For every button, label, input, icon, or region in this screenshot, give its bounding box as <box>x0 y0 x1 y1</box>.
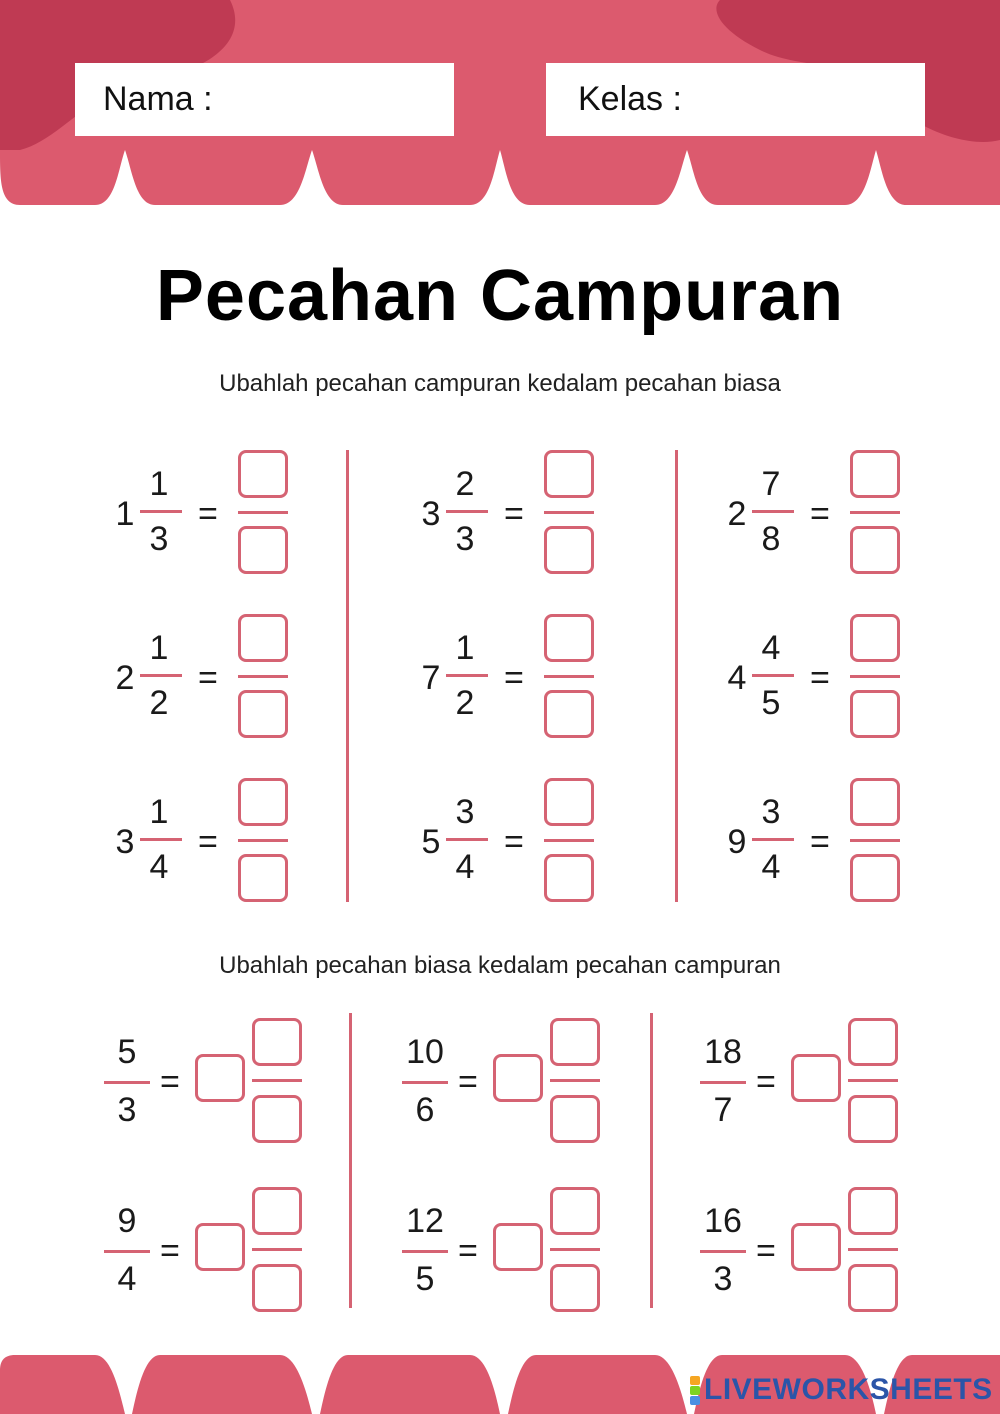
numerator-answer-box[interactable] <box>550 1018 600 1066</box>
logo-mark-icon <box>690 1376 700 1405</box>
whole-number-answer-box[interactable] <box>195 1054 245 1102</box>
numerator: 3 <box>761 793 781 831</box>
brand-name: LIVEWORKSHEETS <box>704 1373 993 1406</box>
mixed-number-problem <box>722 450 1000 580</box>
answer-fraction-bar <box>238 675 288 678</box>
denominator-answer-box[interactable] <box>544 526 594 574</box>
whole-number-answer-box[interactable] <box>493 1054 543 1102</box>
whole-number: 4 <box>727 659 747 697</box>
whole-number-answer-box[interactable] <box>791 1223 841 1271</box>
numerator-answer-box[interactable] <box>850 450 900 498</box>
equals-sign: = <box>504 495 524 533</box>
whole-number: 5 <box>421 823 441 861</box>
fraction-bar <box>446 674 488 677</box>
numerator-answer-box[interactable] <box>544 614 594 662</box>
numerator: 10 <box>406 1033 444 1071</box>
answer-fraction-bar <box>850 511 900 514</box>
answer-fraction-bar <box>238 511 288 514</box>
denominator-answer-box[interactable] <box>238 854 288 902</box>
fraction-bar <box>752 838 794 841</box>
kelas-field[interactable] <box>546 63 925 136</box>
numerator: 3 <box>455 793 475 831</box>
improper-fraction-problem <box>104 1187 404 1317</box>
numerator: 5 <box>117 1033 137 1071</box>
numerator-answer-box[interactable] <box>850 614 900 662</box>
liveworksheets-logo <box>690 1373 993 1407</box>
denominator-answer-box[interactable] <box>848 1264 898 1312</box>
fraction-bar <box>752 674 794 677</box>
improper-fraction-problem <box>402 1018 702 1148</box>
whole-number-answer-box[interactable] <box>791 1054 841 1102</box>
section1-instruction: Ubahlah pecahan campuran kedalam pecahan biasa <box>219 370 781 397</box>
numerator-answer-box[interactable] <box>238 614 288 662</box>
kelas-label: Kelas : <box>578 80 682 118</box>
denominator-answer-box[interactable] <box>848 1095 898 1143</box>
improper-fraction-problem <box>104 1018 404 1148</box>
equals-sign: = <box>810 495 830 533</box>
denominator: 4 <box>117 1260 137 1298</box>
denominator-answer-box[interactable] <box>544 690 594 738</box>
numerator-answer-box[interactable] <box>252 1018 302 1066</box>
mixed-number-problem <box>416 614 716 744</box>
denominator: 4 <box>761 848 781 886</box>
numerator-answer-box[interactable] <box>544 778 594 826</box>
improper-fraction-problem <box>700 1187 1000 1317</box>
fraction-bar <box>446 510 488 513</box>
denominator: 5 <box>761 684 781 722</box>
whole-number-answer-box[interactable] <box>195 1223 245 1271</box>
fraction-bar <box>446 838 488 841</box>
numerator: 1 <box>455 629 475 667</box>
answer-fraction-bar <box>252 1079 302 1082</box>
answer-fraction-bar <box>238 839 288 842</box>
equals-sign: = <box>198 659 218 697</box>
mixed-number-problem <box>110 614 410 744</box>
numerator: 7 <box>761 465 781 503</box>
numerator: 1 <box>149 629 169 667</box>
answer-fraction-bar <box>550 1079 600 1082</box>
equals-sign: = <box>458 1232 478 1270</box>
numerator-answer-box[interactable] <box>544 450 594 498</box>
fraction-bar <box>140 674 182 677</box>
mixed-number-problem <box>416 778 716 908</box>
improper-fraction-problem <box>402 1187 702 1317</box>
denominator-answer-box[interactable] <box>544 854 594 902</box>
denominator: 4 <box>149 848 169 886</box>
denominator: 8 <box>761 520 781 558</box>
fraction-bar <box>140 510 182 513</box>
whole-number: 3 <box>115 823 135 861</box>
fraction-bar <box>402 1081 448 1084</box>
whole-number-answer-box[interactable] <box>493 1223 543 1271</box>
denominator-answer-box[interactable] <box>252 1095 302 1143</box>
numerator: 1 <box>149 793 169 831</box>
equals-sign: = <box>504 659 524 697</box>
numerator: 12 <box>406 1202 444 1240</box>
equals-sign: = <box>504 823 524 861</box>
answer-fraction-bar <box>848 1079 898 1082</box>
numerator-answer-box[interactable] <box>252 1187 302 1235</box>
denominator: 3 <box>149 520 169 558</box>
nama-field[interactable] <box>75 63 454 136</box>
equals-sign: = <box>458 1063 478 1101</box>
denominator-answer-box[interactable] <box>550 1095 600 1143</box>
mixed-number-problem <box>722 614 1000 744</box>
denominator: 6 <box>415 1091 435 1129</box>
denominator-answer-box[interactable] <box>850 526 900 574</box>
equals-sign: = <box>756 1232 776 1270</box>
denominator: 3 <box>455 520 475 558</box>
denominator-answer-box[interactable] <box>238 690 288 738</box>
fraction-bar <box>104 1081 150 1084</box>
denominator: 2 <box>455 684 475 722</box>
denominator-answer-box[interactable] <box>850 690 900 738</box>
equals-sign: = <box>198 495 218 533</box>
answer-fraction-bar <box>544 511 594 514</box>
fraction-bar <box>140 838 182 841</box>
numerator: 18 <box>704 1033 742 1071</box>
equals-sign: = <box>198 823 218 861</box>
numerator-answer-box[interactable] <box>550 1187 600 1235</box>
answer-fraction-bar <box>848 1248 898 1251</box>
denominator-answer-box[interactable] <box>252 1264 302 1312</box>
page-title: Pecahan Campuran <box>155 256 845 336</box>
equals-sign: = <box>756 1063 776 1101</box>
whole-number: 9 <box>727 823 747 861</box>
mixed-number-problem <box>416 450 716 580</box>
denominator: 3 <box>713 1260 733 1298</box>
answer-fraction-bar <box>550 1248 600 1251</box>
denominator: 4 <box>455 848 475 886</box>
denominator: 3 <box>117 1091 137 1129</box>
whole-number: 2 <box>115 659 135 697</box>
fraction-bar <box>752 510 794 513</box>
numerator: 1 <box>149 465 169 503</box>
answer-fraction-bar <box>544 675 594 678</box>
fraction-bar <box>402 1250 448 1253</box>
denominator: 5 <box>415 1260 435 1298</box>
numerator-answer-box[interactable] <box>238 450 288 498</box>
fraction-bar <box>104 1250 150 1253</box>
mixed-number-problem <box>110 778 410 908</box>
mixed-number-problem <box>110 450 410 580</box>
answer-fraction-bar <box>252 1248 302 1251</box>
numerator-answer-box[interactable] <box>848 1187 898 1235</box>
numerator-answer-box[interactable] <box>238 778 288 826</box>
answer-fraction-bar <box>850 675 900 678</box>
denominator-answer-box[interactable] <box>850 854 900 902</box>
denominator: 7 <box>713 1091 733 1129</box>
whole-number: 1 <box>115 495 135 533</box>
numerator-answer-box[interactable] <box>850 778 900 826</box>
nama-label: Nama : <box>103 80 213 118</box>
section2-instruction: Ubahlah pecahan biasa kedalam pecahan campuran <box>219 952 781 979</box>
numerator: 4 <box>761 629 781 667</box>
denominator-answer-box[interactable] <box>550 1264 600 1312</box>
equals-sign: = <box>160 1063 180 1101</box>
equals-sign: = <box>160 1232 180 1270</box>
equals-sign: = <box>810 823 830 861</box>
numerator: 2 <box>455 465 475 503</box>
denominator-answer-box[interactable] <box>238 526 288 574</box>
numerator-answer-box[interactable] <box>848 1018 898 1066</box>
fraction-bar <box>700 1081 746 1084</box>
denominator: 2 <box>149 684 169 722</box>
numerator: 9 <box>117 1202 137 1240</box>
mixed-number-problem <box>722 778 1000 908</box>
whole-number: 3 <box>421 495 441 533</box>
improper-fraction-problem <box>700 1018 1000 1148</box>
numerator: 16 <box>704 1202 742 1240</box>
answer-fraction-bar <box>850 839 900 842</box>
whole-number: 7 <box>421 659 441 697</box>
answer-fraction-bar <box>544 839 594 842</box>
fraction-bar <box>700 1250 746 1253</box>
equals-sign: = <box>810 659 830 697</box>
whole-number: 2 <box>727 495 747 533</box>
